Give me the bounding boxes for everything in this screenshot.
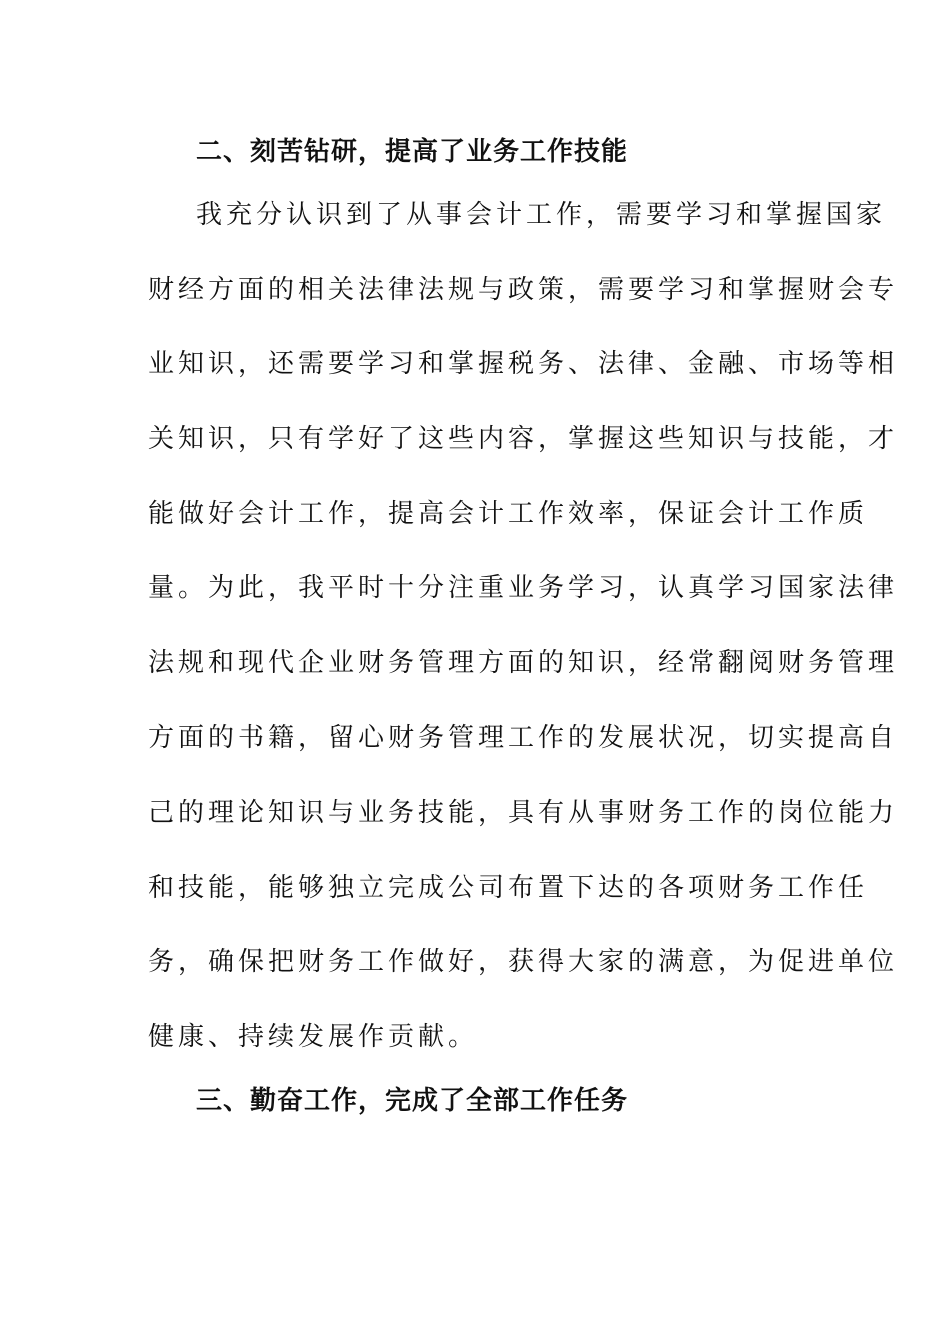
section-heading: 二、刻苦钻研，提高了业务工作技能 [196, 137, 629, 167]
paragraph-line: 业知识，还需要学习和掌握税务、法律、金融、市场等相 [148, 349, 899, 379]
paragraph-line: 务，确保把财务工作做好，获得大家的满意，为促进单位 [148, 947, 899, 977]
paragraph-line: 关知识，只有学好了这些内容，掌握这些知识与技能，才 [148, 424, 899, 454]
paragraph-line: 和技能，能够独立完成公司布置下达的各项财务工作任 [148, 873, 869, 903]
paragraph-line: 健康、持续发展作贡献。 [148, 1022, 479, 1052]
paragraph-line: 我充分认识到了从事会计工作，需要学习和掌握国家 [196, 200, 887, 230]
paragraph-line: 方面的书籍，留心财务管理工作的发展状况，切实提高自 [148, 723, 899, 753]
paragraph-line: 财经方面的相关法律法规与政策，需要学习和掌握财会专 [148, 275, 899, 305]
paragraph-line: 能做好会计工作，提高会计工作效率，保证会计工作质 [148, 499, 869, 529]
paragraph-line: 己的理论知识与业务技能，具有从事财务工作的岗位能力 [148, 798, 899, 828]
paragraph-line: 量。为此，我平时十分注重业务学习，认真学习国家法律 [148, 573, 899, 603]
paragraph-line: 法规和现代企业财务管理方面的知识，经常翻阅财务管理 [148, 648, 899, 678]
section-heading: 三、勤奋工作，完成了全部工作任务 [196, 1086, 629, 1116]
